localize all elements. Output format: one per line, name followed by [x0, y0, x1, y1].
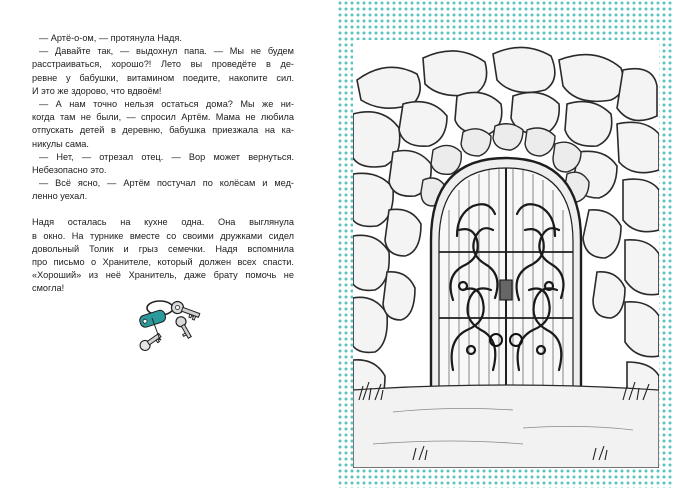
text-line: никулы сама.: [32, 138, 89, 149]
text-line: — Нет, — отрезал отец. — Вор может вернуться.: [39, 151, 294, 162]
text-line: когда там не были, — спросил Артём. Мама не любила: [32, 112, 294, 123]
text-line: Надя осталась на кухне одна. Она выглянула: [32, 217, 294, 228]
keys-illustration: [130, 290, 210, 360]
text-line: Небезопасно это.: [32, 164, 107, 175]
text-line: — Давайте так, — выдохнул папа. — Мы не будем: [39, 46, 294, 57]
stone-arch-door-illustration: [353, 40, 659, 468]
text-line: ленно уехал.: [32, 191, 88, 202]
text-line: отпускать детей в деревню, бабушка приезжала на ка-: [32, 125, 294, 136]
text-line: «Хороший» из неё Хранитель, даже брату помочь не: [32, 270, 294, 281]
text-line: — Артё-о-ом, — протянула Надя.: [39, 33, 182, 43]
text-line: И это же здорово, что вдвоём!: [32, 85, 162, 96]
text-line: расстраиваться, хорошо?! Лето вы проведёте в де-: [32, 59, 294, 70]
text-line: — А нам точно нельзя остаться дома? Мы же ни-: [39, 98, 294, 109]
text-line: — Всё ясно, — Артём постучал по колёсам и мед-: [39, 178, 294, 189]
story-text: [32, 32, 294, 296]
right-page: [337, 0, 674, 488]
text-line: в окно. На турнике вместе со своими дружками сидел: [32, 230, 294, 241]
text-line: довольный Толик и грыз семечки. Надя вспомнила: [32, 243, 294, 254]
text-line: смогла!: [32, 283, 65, 294]
text-line: про письмо о Хранителе, который должен всех спасти.: [32, 257, 294, 267]
text-line: ревне у бабушки, витамином поедите, накопите сил.: [32, 72, 294, 83]
